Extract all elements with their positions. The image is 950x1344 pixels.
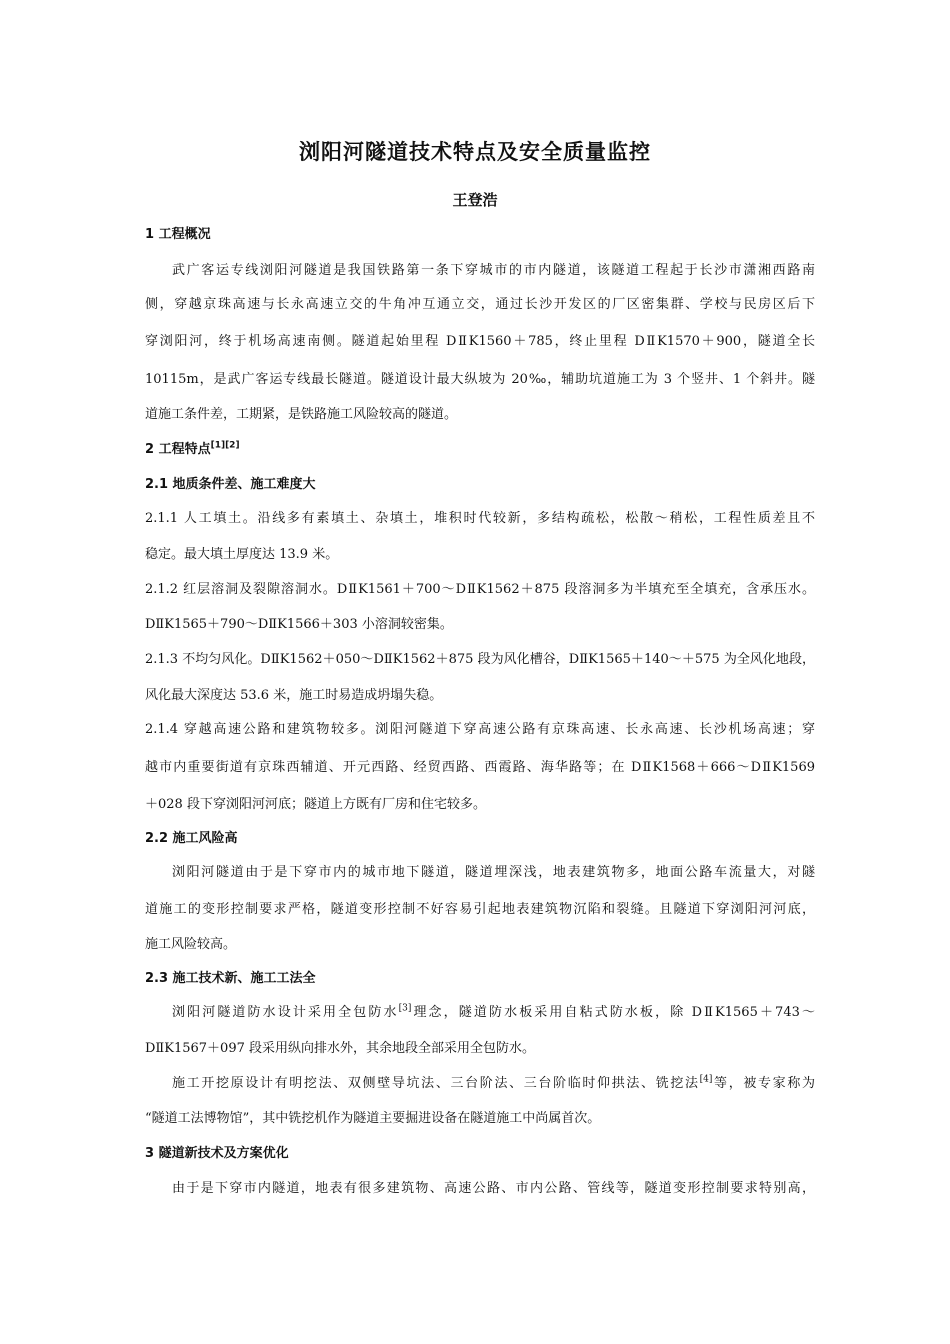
- section-3-heading: 3 隧道新技术及方案优化: [145, 1146, 289, 1161]
- citation-ref: [1][2]: [210, 440, 240, 451]
- paragraph-line: ＋028 段下穿浏阳河河底；隧道上方既有厂房和住宅较多。: [145, 797, 486, 812]
- section-2-1-heading: 2.1 地质条件差、施工难度大: [145, 477, 316, 492]
- paragraph-line: DⅡK1567＋097 段采用纵向排水外，其余地段全部采用全包防水。: [145, 1041, 536, 1056]
- citation-ref: [3]: [398, 1003, 412, 1014]
- paragraph-line: 2.1.2 红层溶洞及裂隙溶洞水。DⅡK1561＋700～DⅡK1562＋875 段溶洞多为半填充至全填充，含承压水。: [145, 582, 815, 597]
- paragraph-line: [172, 1003, 815, 1023]
- paragraph-text: 浏阳河隧道防水设计采用全包防水: [172, 1005, 399, 1020]
- section-2-heading: [145, 440, 815, 460]
- paragraph-line: 施工风险较高。: [145, 937, 237, 952]
- paragraph-line: 2.1.1 人工填土。沿线多有素填土、杂填土，堆积时代较新，多结构疏松，松散～稍松，工程性质差且不: [145, 511, 815, 526]
- paragraph-line: 穿浏阳河，终于机场高速南侧。隧道起始里程 DⅡK1560＋785，终止里程 DⅡK1570＋900，隧道全长: [145, 334, 815, 349]
- paragraph-line: 道施工的变形控制要求严格，隧道变形控制不好容易引起地表建筑物沉陷和裂缝。且隧道下穿浏阳河河底，: [145, 902, 815, 917]
- paragraph-line: “隧道工法博物馆”，其中铣挖机作为隧道主要掘进设备在隧道施工中尚属首次。: [145, 1111, 601, 1126]
- paragraph-line: 越市内重要街道有京珠西辅道、开元西路、经贸西路、西霞路、海华路等；在 DⅡK1568＋666～DⅡK1569: [145, 760, 815, 775]
- paragraph-text: 理念，隧道防水板采用自粘式防水板，除 DⅡK1565＋743～: [411, 1005, 815, 1020]
- paragraph-line: DⅡK1565＋790～DⅡK1566＋303 小溶洞较密集。: [145, 617, 453, 632]
- paragraph-line: 风化最大深度达 53.6 米，施工时易造成坍塌失稳。: [145, 688, 443, 703]
- paragraph-line: 稳定。最大填土厚度达 13.9 米。: [145, 547, 339, 562]
- section-2-3-heading: 2.3 施工技术新、施工工法全: [145, 971, 316, 986]
- paragraph-line: 由于是下穿市内隧道，地表有很多建筑物、高速公路、市内公路、管线等，隧道变形控制要求特别高，: [172, 1181, 815, 1196]
- paragraph-line: 浏阳河隧道由于是下穿市内的城市地下隧道，隧道埋深浅，地表建筑物多，地面公路车流量大，对隧: [172, 865, 815, 880]
- citation-ref: [4]: [699, 1074, 713, 1085]
- document-title: 浏阳河隧道技术特点及安全质量监控: [299, 140, 651, 164]
- paragraph-line: 道施工条件差，工期紧，是铁路施工风险较高的隧道。: [145, 407, 458, 422]
- paragraph-line: 侧，穿越京珠高速与长永高速立交的牛角冲互通立交，通过长沙开发区的厂区密集群、学校与民房区后下: [145, 297, 815, 312]
- paragraph-line: 2.1.3 不均匀风化。DⅡK1562＋050～DⅡK1562＋875 段为风化槽谷，DⅡK1565＋140～＋575 为全风化地段，: [145, 652, 815, 667]
- document-author: 王登浩: [452, 191, 498, 209]
- paragraph-line: 2.1.4 穿越高速公路和建筑物较多。浏阳河隧道下穿高速公路有京珠高速、长永高速、长沙机场高速；穿: [145, 722, 815, 737]
- paragraph-line: [172, 1074, 815, 1094]
- paragraph-text: 施工开挖原设计有明挖法、双侧壁导坑法、三台阶法、三台阶临时仰拱法、铣挖法: [172, 1076, 700, 1091]
- section-2-2-heading: 2.2 施工风险高: [145, 831, 238, 846]
- paragraph-text: 等，被专家称为: [712, 1076, 815, 1091]
- section-1-heading: 1 工程概况: [145, 227, 211, 242]
- paragraph-line: 武广客运专线浏阳河隧道是我国铁路第一条下穿城市的市内隧道，该隧道工程起于长沙市潇湘西路南: [172, 263, 815, 278]
- section-2-heading-text: 2 工程特点: [145, 442, 211, 457]
- paragraph-line: 10115m，是武广客运专线最长隧道。隧道设计最大纵坡为 20‰，辅助坑道施工为 3 个竖井、1 个斜井。隧: [145, 372, 815, 387]
